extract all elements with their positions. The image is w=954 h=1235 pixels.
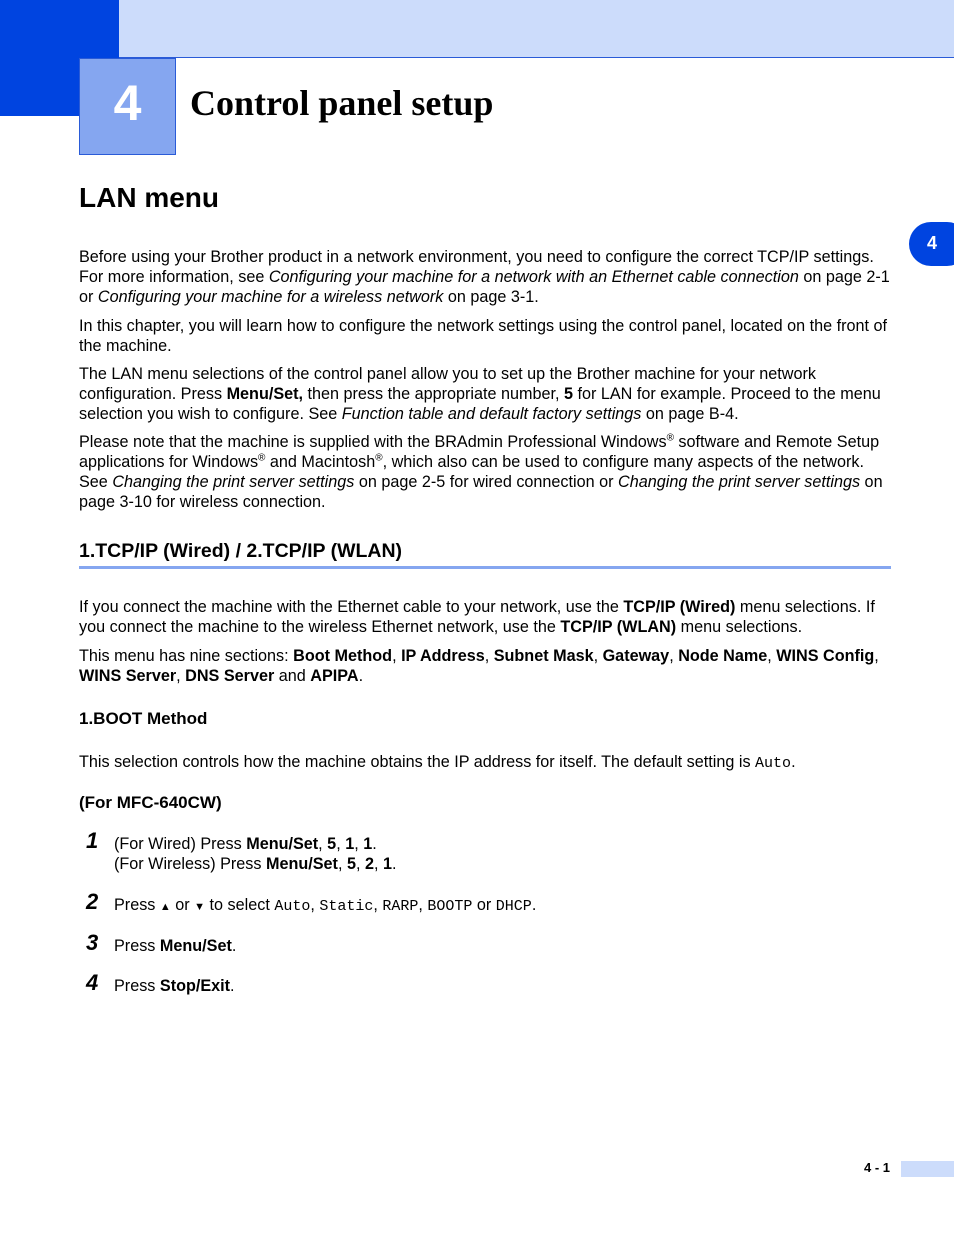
step-3-text	[114, 936, 236, 956]
link-reference: Function table and default factory settings	[341, 405, 642, 423]
text: This menu has nine sections:	[79, 647, 294, 665]
link-reference: Changing the print server settings	[112, 473, 355, 491]
text: on page 3-10 for wireless connection.	[79, 473, 883, 511]
key-name: Menu/Set	[246, 835, 319, 853]
period: .	[392, 855, 397, 873]
period: .	[231, 937, 237, 955]
step-line	[114, 854, 397, 874]
text: menu selections. If you connect the machine to the wireless Ethernet network, use the	[79, 598, 875, 636]
menu-item: Boot Method	[293, 647, 393, 665]
separator: ,	[176, 667, 186, 685]
option-value: Auto	[274, 898, 311, 915]
paragraph	[79, 247, 891, 307]
menu-item: Subnet Mask	[493, 647, 594, 665]
text: or	[472, 896, 496, 914]
separator: ,	[318, 835, 328, 853]
paragraph	[79, 364, 891, 424]
menu-name: TCP/IP (WLAN)	[560, 618, 677, 636]
menu-item: WINS Server	[79, 667, 177, 685]
separator: ,	[767, 647, 777, 665]
text: This selection controls how the machine obtains the IP address for itself. The default setting is	[79, 753, 756, 771]
period: .	[230, 977, 235, 995]
up-arrow-icon: ▲	[159, 901, 171, 913]
key-name: 5	[563, 385, 573, 403]
menu-name: TCP/IP (Wired)	[623, 598, 736, 616]
text: on page 2-5 for wired connection or	[354, 473, 619, 491]
option-value: RARP	[382, 898, 419, 915]
section-title: LAN menu	[79, 182, 219, 213]
step-number: 1	[86, 828, 99, 853]
text: (For Wireless) Press	[114, 855, 266, 873]
chapter-title: Control panel setup	[190, 83, 494, 123]
page-number: 4 - 1	[864, 1160, 891, 1175]
period: .	[358, 667, 364, 685]
paragraph	[79, 432, 891, 512]
separator: ,	[484, 647, 494, 665]
step-number: 4	[86, 970, 99, 995]
separator: ,	[336, 835, 346, 853]
menu-item: IP Address	[401, 647, 485, 665]
text: , which also can be used to configure many aspects of the network. See	[79, 453, 864, 491]
menu-item: WINS Config	[776, 647, 875, 665]
key-name: 1	[382, 855, 392, 873]
key-name: Menu/Set,	[226, 385, 304, 403]
side-chapter-tab-number: 4	[926, 233, 937, 253]
paragraph	[79, 646, 891, 686]
separator: ,	[669, 647, 679, 665]
separator: ,	[337, 855, 347, 873]
text: The LAN menu selections of the control panel allow you to set up the Brother machine for your network configuration. Press	[79, 365, 816, 403]
text: Press	[114, 896, 160, 914]
text: and Macintosh	[265, 453, 376, 471]
paragraph: In this chapter, you will learn how to configure the network settings using the control panel, located on the front of the machine.	[79, 317, 888, 355]
registered-mark: ®	[375, 452, 383, 464]
link-reference: Configuring your machine for a wireless network	[97, 288, 444, 306]
text: on page 3-1.	[443, 288, 539, 306]
separator: ,	[874, 647, 879, 665]
text: Please note that the machine is supplied with the BRAdmin Professional Windows	[79, 433, 667, 451]
key-name: Menu/Set	[159, 937, 232, 955]
key-name: Stop/Exit	[159, 977, 231, 995]
key-name: 1	[363, 835, 373, 853]
text: Before using your Brother product in a network environment, you need to configure the correct TCP/IP settings. For more information, see	[79, 248, 874, 286]
key-name: Menu/Set	[266, 855, 338, 873]
step-2-text	[114, 895, 536, 917]
text: on page 2-1 or	[79, 268, 890, 306]
boot-method-title: 1.BOOT Method	[79, 709, 208, 728]
step-1-text	[114, 834, 397, 874]
header-band	[0, 0, 954, 58]
menu-item: Gateway	[602, 647, 670, 665]
separator: ,	[310, 896, 320, 914]
separator: ,	[354, 835, 364, 853]
default-value: Auto	[755, 755, 792, 772]
paragraph	[79, 597, 891, 637]
step-4-text	[114, 976, 235, 996]
link-reference: Configuring your machine for a network with an Ethernet cable connection	[268, 268, 799, 286]
step-line	[114, 834, 397, 854]
key-name: 1	[345, 835, 355, 853]
separator: ,	[392, 647, 402, 665]
period: .	[791, 753, 796, 771]
text: menu selections.	[676, 618, 803, 636]
text: (For Wired) Press	[114, 835, 247, 853]
down-arrow-icon: ▼	[194, 901, 206, 913]
registered-mark: ®	[666, 432, 674, 444]
separator: ,	[355, 855, 365, 873]
option-value: Static	[319, 898, 374, 915]
period: .	[372, 835, 377, 853]
separator: ,	[418, 896, 428, 914]
chapter-number: 4	[113, 75, 142, 131]
text: If you connect the machine with the Ethernet cable to your network, use the	[79, 598, 624, 616]
option-value: BOOTP	[427, 898, 473, 915]
text: for LAN for example. Proceed to the menu selection you wish to configure. See	[79, 385, 881, 423]
key-name: 5	[346, 855, 356, 873]
text: software and Remote Setup applications for Windows	[79, 433, 880, 471]
step-number: 3	[86, 930, 99, 955]
subsection-title: 1.TCP/IP (Wired) / 2.TCP/IP (WLAN)	[79, 538, 891, 569]
text: then press the appropriate number,	[303, 385, 564, 403]
menu-item: Node Name	[678, 647, 768, 665]
registered-mark: ®	[258, 452, 266, 464]
separator: ,	[373, 896, 383, 914]
period: .	[531, 896, 537, 914]
link-reference: Changing the print server settings	[618, 473, 861, 491]
text: Press	[114, 937, 160, 955]
text: on page B-4.	[641, 405, 739, 423]
paragraph	[79, 752, 891, 774]
key-name: 2	[364, 855, 374, 873]
menu-item: DNS Server	[185, 667, 275, 685]
key-name: 5	[327, 835, 337, 853]
text: or	[170, 896, 195, 914]
text: Press	[114, 977, 160, 995]
text: to select	[205, 896, 275, 914]
separator: ,	[373, 855, 383, 873]
conjunction: and	[274, 667, 311, 685]
model-heading: (For MFC-640CW)	[79, 793, 222, 812]
option-value: DHCP	[495, 898, 532, 915]
separator: ,	[593, 647, 603, 665]
step-number: 2	[86, 889, 99, 914]
menu-item: APIPA	[310, 667, 359, 685]
footer-bar	[901, 1161, 954, 1177]
